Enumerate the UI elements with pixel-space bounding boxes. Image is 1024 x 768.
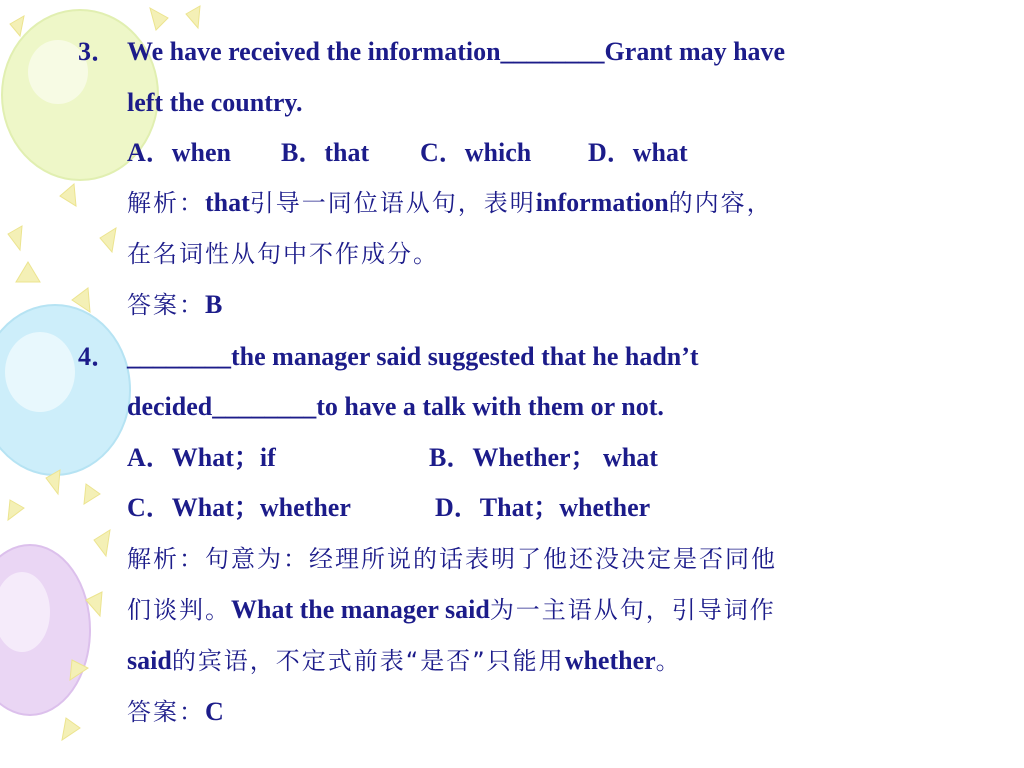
question-4-stem-line2: decided________to have a talk with them or not. <box>127 392 664 421</box>
question-3-analysis-line2 <box>127 238 1007 270</box>
question-3-number: 3． <box>78 37 118 66</box>
question-3-option-b: B．that <box>281 138 370 167</box>
analysis-text: said <box>127 646 172 675</box>
analysis-text: 引导一同位语从句，表明 <box>249 189 536 217</box>
analysis-label: 解析： <box>127 545 205 573</box>
question-4-answer <box>127 696 1007 728</box>
question-4-options-row1 <box>127 442 1007 474</box>
question-3-option-a: A．when <box>127 138 232 167</box>
analysis-text: 。 <box>655 647 682 675</box>
analysis-text: that <box>205 188 250 217</box>
question-4-analysis-line1 <box>127 543 1007 575</box>
question-4-option-b: B．Whether； what <box>429 443 658 472</box>
question-4-option-d: D．That；whether <box>435 493 651 522</box>
question-3-option-c: C．which <box>420 138 532 167</box>
analysis-text: 为一主语从句，引导词作 <box>489 596 776 624</box>
analysis-text: information <box>535 188 669 217</box>
question-4-analysis-line3 <box>127 645 1007 677</box>
answer-label: 答案： <box>127 698 205 726</box>
question-3-options <box>127 137 1007 169</box>
answer-label: 答案： <box>127 291 205 319</box>
question-3-stem-line1: We have received the information________Grant may have <box>127 37 786 66</box>
question-4-options-row2 <box>127 492 1007 524</box>
question-3-analysis-line1 <box>127 187 1007 219</box>
analysis-text: What the manager said <box>231 595 490 624</box>
question-3-stem-line2: left the country. <box>127 88 303 117</box>
answer-value: C <box>205 697 224 726</box>
question-4-analysis-line2 <box>127 594 1007 626</box>
question-3-option-d: D．what <box>588 138 688 167</box>
analysis-text: 句意为：经理所说的话表明了他还没决定是否同他 <box>205 545 777 573</box>
analysis-text: whether <box>564 646 656 675</box>
question-4-number: 4． <box>78 342 118 371</box>
analysis-text: 在名词性从句中不作成分。 <box>127 240 439 268</box>
analysis-label: 解析： <box>127 189 205 217</box>
answer-value: B <box>205 290 223 319</box>
question-4-stem-line1: ________the manager said suggested that he hadn’t <box>127 342 699 371</box>
analysis-text: 的宾语，不定式前表“是否”只能用 <box>171 647 565 675</box>
analysis-text: 的内容， <box>668 189 773 217</box>
question-4-option-c: C．What；whether <box>127 493 351 522</box>
question-3-answer <box>127 289 1007 321</box>
analysis-text: 们谈判。 <box>127 596 231 624</box>
question-4-option-a: A．What；if <box>127 443 276 472</box>
